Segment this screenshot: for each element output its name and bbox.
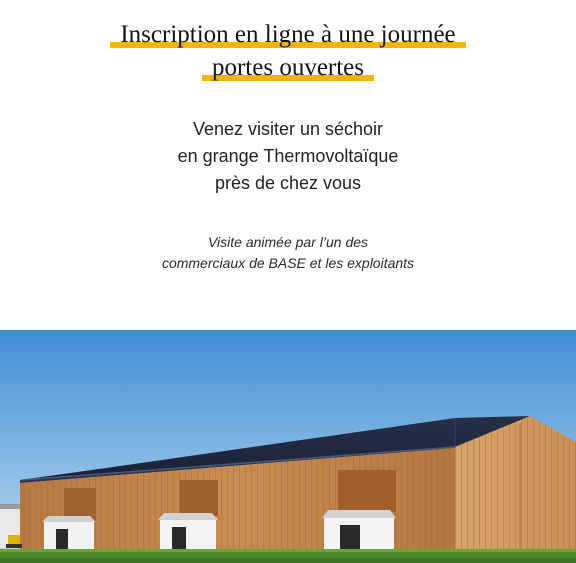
intro-text (0, 116, 576, 197)
intro-line-2: en grange Thermovoltaïque (177, 146, 399, 166)
note-line-2: commerciaux de BASE et les exploitants (161, 255, 415, 271)
note-line-1: Visite animée par l’un des (207, 234, 369, 250)
title-line-1: Inscription en ligne à une journée (110, 18, 465, 51)
intro-line-3: près de chez vous (214, 173, 362, 193)
title-line-2: portes ouvertes (202, 51, 374, 84)
intro-line-1: Venez visiter un séchoir (192, 119, 384, 139)
barn-photo (0, 330, 576, 563)
page-title (0, 18, 576, 84)
barn-illustration (0, 330, 576, 563)
visit-note (0, 232, 576, 274)
